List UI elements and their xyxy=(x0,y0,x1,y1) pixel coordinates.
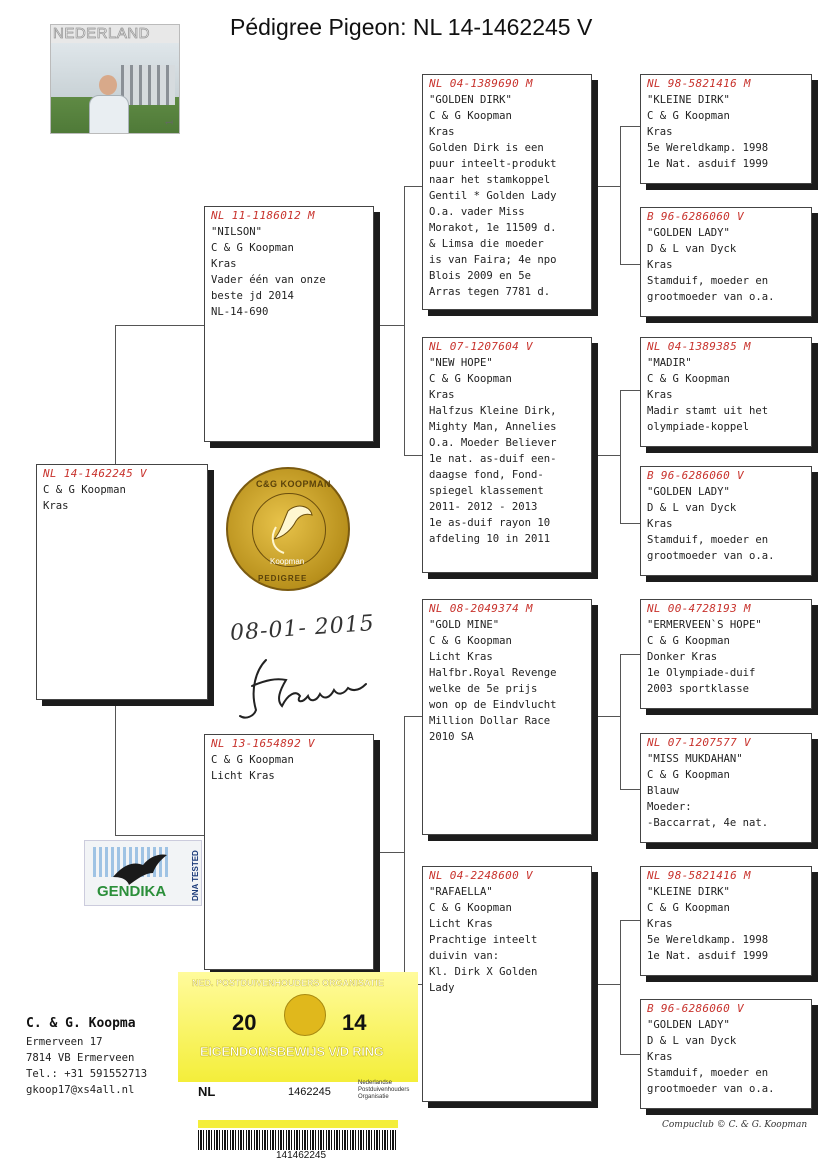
card-line: Lady xyxy=(429,982,455,994)
pigeon-card-sss xyxy=(640,74,812,184)
ring-number: NL 00-4728193 M xyxy=(647,602,751,615)
card-line: Moeder: xyxy=(647,801,692,813)
lion-crest-icon xyxy=(284,994,326,1036)
card-line: O.a. vader Miss xyxy=(429,206,525,218)
card-line: Madir stamt uit het xyxy=(647,405,769,417)
card-line: 1e nat. as-duif een- xyxy=(429,453,557,465)
connector xyxy=(620,654,640,655)
handwritten-date: 08-01- 2015 xyxy=(229,610,376,647)
card-line: olympiade-koppel xyxy=(647,421,750,433)
card-line: O.a. Moeder Believer xyxy=(429,437,557,449)
connector xyxy=(620,126,621,264)
pigeon-card-dam xyxy=(204,734,374,970)
card-line: 5e Wereldkamp. 1998 xyxy=(647,142,769,154)
stamp-value: 1 xyxy=(164,119,176,126)
certificate-stripe xyxy=(198,1120,398,1128)
card-line: Kras xyxy=(647,126,673,138)
ring-number: NL 07-1207577 V xyxy=(647,736,751,749)
ring-number: NL 08-2049374 M xyxy=(429,602,533,615)
certificate-year-left: 20 xyxy=(232,1010,257,1035)
signature xyxy=(236,650,386,722)
card-line: Licht Kras xyxy=(429,918,493,930)
card-line: Kras xyxy=(647,518,673,530)
card-line: "KLEINE DIRK" xyxy=(647,886,730,898)
card-line: Licht Kras xyxy=(211,770,275,782)
card-line: D & L van Dyck xyxy=(647,502,737,514)
card-line: grootmoeder van o.a. xyxy=(647,1083,775,1095)
ring-number: NL 98-5821416 M xyxy=(647,869,751,882)
email-line: gkoop17@xs4all.nl xyxy=(26,1084,135,1096)
connector xyxy=(374,325,404,326)
connector xyxy=(115,325,116,465)
person-image xyxy=(89,75,127,134)
card-line: Licht Kras xyxy=(429,651,493,663)
certificate-org-small: Nederlandse Postduivenhouders Organisatie xyxy=(358,1080,410,1100)
pigeon-card-sdd xyxy=(640,466,812,576)
card-line: C & G Koopman xyxy=(43,484,126,496)
card-line: Donker Kras xyxy=(647,651,718,663)
pigeon-card-dss xyxy=(640,599,812,709)
certificate-heading: EIGENDOMSBEWIJS V/D RING xyxy=(200,1044,384,1059)
card-line: Blauw xyxy=(647,785,679,797)
card-line: "GOLD MINE" xyxy=(429,619,500,631)
card-line: 1e Olympiade-duif xyxy=(647,667,756,679)
connector xyxy=(592,984,620,985)
card-line: Kl. Dirk X Golden xyxy=(429,966,538,978)
pigeon-card-dsd xyxy=(640,733,812,843)
barcode-number: 141462245 xyxy=(276,1150,327,1161)
card-line: C & G Koopman xyxy=(647,373,730,385)
card-line: C & G Koopman xyxy=(647,635,730,647)
connector xyxy=(620,390,640,391)
connector xyxy=(592,186,620,187)
certificate-ring-number: 1462245 xyxy=(288,1086,331,1098)
card-line: Kras xyxy=(43,500,69,512)
card-line: D & L van Dyck xyxy=(647,1035,737,1047)
card-line: Prachtige inteelt xyxy=(429,934,538,946)
ring-number: NL 04-2248600 V xyxy=(429,869,533,882)
card-line: C & G Koopman xyxy=(429,373,512,385)
card-line: D & L van Dyck xyxy=(647,243,737,255)
card-line: Kras xyxy=(429,126,455,138)
card-line: Kras xyxy=(647,918,673,930)
connector xyxy=(620,654,621,789)
dna-tested-label: DNA TESTED xyxy=(191,850,200,901)
connector xyxy=(592,455,620,456)
barcode xyxy=(198,1130,398,1150)
connector xyxy=(115,325,205,326)
connector xyxy=(592,716,620,717)
gendika-logo xyxy=(84,840,202,906)
card-line: Kras xyxy=(429,389,455,401)
seal-bottom-text: PEDIGREE xyxy=(258,574,308,583)
connector xyxy=(404,186,422,187)
card-line: C & G Koopman xyxy=(429,902,512,914)
card-line: beste jd 2014 xyxy=(211,290,294,302)
card-line: "GOLDEN DIRK" xyxy=(429,94,512,106)
card-line: spiegel klassement xyxy=(429,485,544,497)
ring-number: NL 04-1389385 M xyxy=(647,340,751,353)
certificate-org: NED. POSTDUIVENHOUDERS ORGANISATIE xyxy=(192,978,384,988)
card-line: afdeling 10 in 2011 xyxy=(429,533,551,545)
ring-number: B 96-6286060 V xyxy=(647,210,744,223)
card-line: naar het stamkoppel xyxy=(429,174,551,186)
ring-number: NL 11-1186012 M xyxy=(211,209,315,222)
ring-number: B 96-6286060 V xyxy=(647,1002,744,1015)
connector xyxy=(620,523,640,524)
card-line: grootmoeder van o.a. xyxy=(647,291,775,303)
card-line: Stamduif, moeder en xyxy=(647,1067,769,1079)
card-line: Kras xyxy=(647,389,673,401)
seal-top-text: C&G KOOPMAN xyxy=(256,479,331,489)
card-line: Vader één van onze xyxy=(211,274,326,286)
phone-line: Tel.: +31 591552713 xyxy=(26,1068,148,1080)
connector xyxy=(115,835,205,836)
ring-number: B 96-6286060 V xyxy=(647,469,744,482)
card-line: grootmoeder van o.a. xyxy=(647,550,775,562)
connector xyxy=(620,1054,640,1055)
card-line: -Baccarrat, 4e nat. xyxy=(647,817,769,829)
pigeon-card-sds xyxy=(640,337,812,447)
card-line: 2011- 2012 - 2013 xyxy=(429,501,538,513)
ring-number: NL 13-1654892 V xyxy=(211,737,315,750)
gendika-brand: GENDIKA xyxy=(97,883,167,900)
card-line: "RAFAELLA" xyxy=(429,886,493,898)
card-line: "MADIR" xyxy=(647,357,692,369)
card-line: is van Faira; 4e npo xyxy=(429,254,557,266)
connector xyxy=(620,789,640,790)
card-line: Stamduif, moeder en xyxy=(647,534,769,546)
card-line: "GOLDEN LADY" xyxy=(647,1019,730,1031)
card-line: "ERMERVEEN`S HOPE" xyxy=(647,619,762,631)
connector xyxy=(404,186,405,455)
pigeon-card-sd xyxy=(422,337,592,573)
ring-number: NL 04-1389690 M xyxy=(429,77,533,90)
card-line: Kras xyxy=(211,258,237,270)
card-line: C & G Koopman xyxy=(211,242,294,254)
card-line: Blois 2009 en 5e xyxy=(429,270,532,282)
connector xyxy=(620,920,621,1054)
certificate-year-right: 14 xyxy=(342,1010,367,1035)
seal-middle-text: Koopman xyxy=(270,557,305,566)
card-line: "GOLDEN LADY" xyxy=(647,227,730,239)
card-line: puur inteelt-produkt xyxy=(429,158,557,170)
card-line: Halfbr.Royal Revenge xyxy=(429,667,557,679)
connector xyxy=(404,455,422,456)
card-line: Gentil * Golden Lady xyxy=(429,190,557,202)
connector xyxy=(374,852,404,853)
card-line: 1e Nat. asduif 1999 xyxy=(647,158,769,170)
bird-icon xyxy=(109,847,169,887)
stamp-photo xyxy=(51,43,179,133)
footer-credit: Compuclub © C. & G. Koopman xyxy=(662,1120,808,1130)
connector xyxy=(404,716,405,984)
card-line: "MISS MUKDAHAN" xyxy=(647,753,743,765)
card-line: Golden Dirk is een xyxy=(429,142,544,154)
card-line: "GOLDEN LADY" xyxy=(647,486,730,498)
card-line: Mighty Man, Annelies xyxy=(429,421,557,433)
stamp-country: NEDERLAND xyxy=(53,25,151,42)
card-line: NL-14-690 xyxy=(211,306,269,318)
card-line: Morakot, 1e 11509 d. xyxy=(429,222,557,234)
postage-stamp xyxy=(50,24,180,134)
pigeon-card-ds xyxy=(422,599,592,835)
address-line: 7814 VB Ermerveen xyxy=(26,1052,135,1064)
ownership-certificate xyxy=(178,972,418,1162)
pigeon-card-ddd xyxy=(640,999,812,1109)
card-line: Kras xyxy=(647,1051,673,1063)
card-line: C & G Koopman xyxy=(647,110,730,122)
card-line: Arras tegen 7781 d. xyxy=(429,286,551,298)
card-line: welke de 5e prijs xyxy=(429,683,538,695)
connector xyxy=(404,716,422,717)
connector xyxy=(620,264,640,265)
card-line: 1e as-duif rayon 10 xyxy=(429,517,551,529)
card-line: "NILSON" xyxy=(211,226,263,238)
ring-number: NL 07-1207604 V xyxy=(429,340,533,353)
pigeon-card-subject xyxy=(36,464,208,700)
card-line: C & G Koopman xyxy=(429,635,512,647)
address-line: Ermerveen 17 xyxy=(26,1036,103,1048)
card-line: C & G Koopman xyxy=(647,902,730,914)
card-line: daagse fond, Fond- xyxy=(429,469,544,481)
person-head xyxy=(99,75,117,95)
connector xyxy=(115,700,116,835)
connector xyxy=(620,920,640,921)
card-line: "NEW HOPE" xyxy=(429,357,493,369)
card-line: & Limsa die moeder xyxy=(429,238,544,250)
owner-name: C. & G. Koopma xyxy=(26,1016,136,1031)
connector xyxy=(620,126,640,127)
owner-address xyxy=(26,1014,147,1098)
person-body xyxy=(89,95,129,134)
card-line: Kras xyxy=(647,259,673,271)
pigeon-card-sire xyxy=(204,206,374,442)
card-line: 5e Wereldkamp. 1998 xyxy=(647,934,769,946)
building-image xyxy=(121,65,175,105)
card-line: C & G Koopman xyxy=(429,110,512,122)
card-line: 1e Nat. asduif 1999 xyxy=(647,950,769,962)
card-line: won op de Eindvlucht xyxy=(429,699,557,711)
card-line: 2003 sportklasse xyxy=(647,683,750,695)
card-line: Halfzus Kleine Dirk, xyxy=(429,405,557,417)
card-line: "KLEINE DIRK" xyxy=(647,94,730,106)
card-line: C & G Koopman xyxy=(647,769,730,781)
page-title: Pédigree Pigeon: NL 14-1462245 V xyxy=(230,14,593,40)
card-line: C & G Koopman xyxy=(211,754,294,766)
card-line: Stamduif, moeder en xyxy=(647,275,769,287)
pigeon-card-ss xyxy=(422,74,592,310)
gold-seal xyxy=(226,467,350,591)
ring-number: NL 98-5821416 M xyxy=(647,77,751,90)
certificate-country: NL xyxy=(198,1084,216,1099)
card-line: 2010 SA xyxy=(429,731,474,743)
ring-number: NL 14-1462245 V xyxy=(43,467,147,480)
card-line: duivin van: xyxy=(429,950,500,962)
pigeon-card-dds xyxy=(640,866,812,976)
connector xyxy=(620,390,621,523)
pigeon-card-ssd xyxy=(640,207,812,317)
pigeon-card-dd xyxy=(422,866,592,1102)
card-line: Million Dollar Race xyxy=(429,715,551,727)
